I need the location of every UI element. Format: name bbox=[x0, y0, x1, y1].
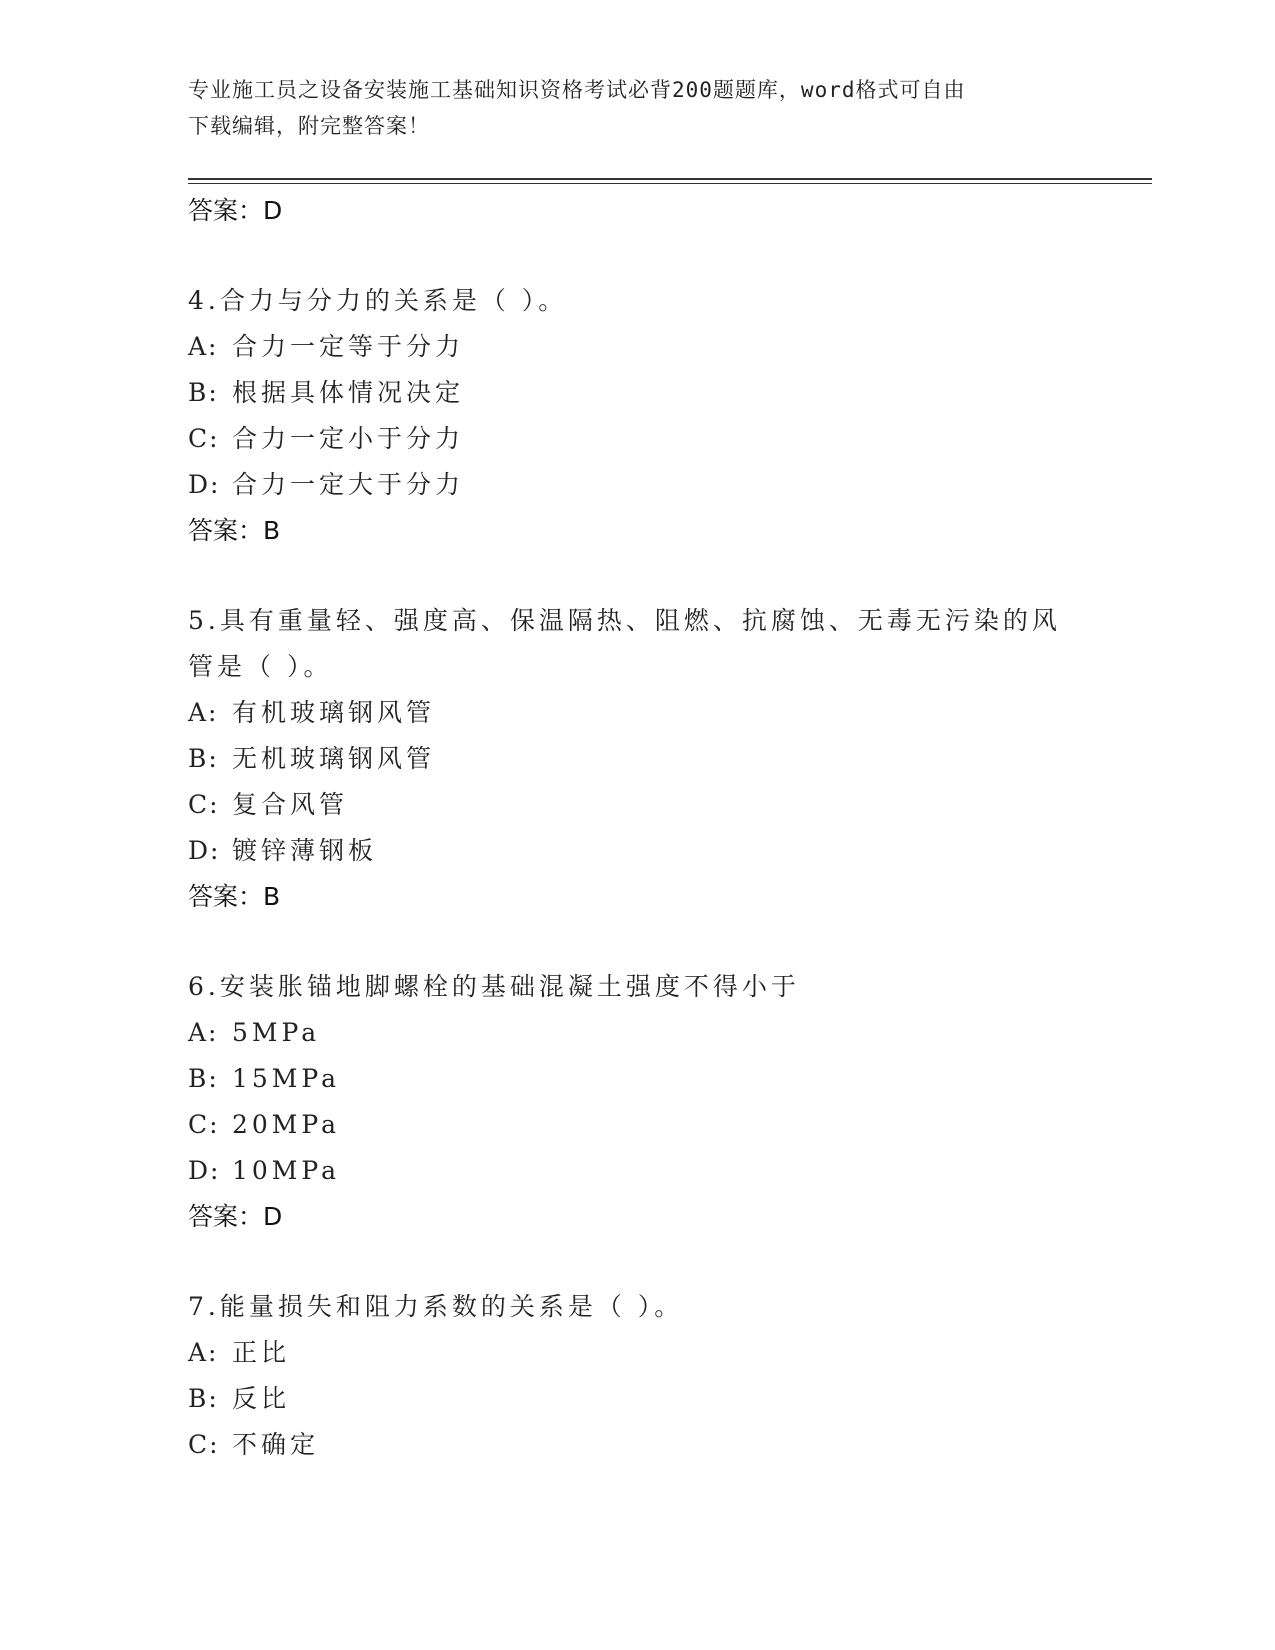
header-line-1: 专业施工员之设备安装施工基础知识资格考试必背200题题库，word格式可自由 bbox=[188, 78, 966, 102]
option-label: D: bbox=[188, 836, 221, 865]
question-stem-continued: 管是（ ）。 bbox=[188, 652, 333, 681]
option-text: 20MPa bbox=[232, 1110, 341, 1139]
question-stem: 4.合力与分力的关系是（ ）。 bbox=[188, 286, 568, 315]
option-label: A: bbox=[188, 1338, 219, 1367]
option-d bbox=[188, 462, 1088, 508]
option-a bbox=[188, 1010, 1088, 1056]
option-c bbox=[188, 1102, 1088, 1148]
question-block bbox=[188, 598, 1088, 920]
option-label: B: bbox=[188, 378, 219, 407]
option-text: 无机玻璃钢风管 bbox=[232, 744, 436, 773]
option-label: A: bbox=[188, 698, 219, 727]
option-text: 正比 bbox=[232, 1338, 291, 1367]
option-text: 合力一定大于分力 bbox=[232, 470, 465, 499]
option-b bbox=[188, 370, 1088, 416]
option-c bbox=[188, 1422, 1088, 1468]
option-label: C: bbox=[188, 424, 220, 453]
option-d bbox=[188, 828, 1088, 874]
option-b bbox=[188, 736, 1088, 782]
header-divider-thick bbox=[188, 178, 1152, 180]
option-label: C: bbox=[188, 790, 220, 819]
option-label: B: bbox=[188, 1384, 219, 1413]
option-text: 反比 bbox=[232, 1384, 291, 1413]
document-header bbox=[188, 72, 1068, 144]
option-text: 合力一定等于分力 bbox=[232, 332, 465, 361]
question-stem: 6.安装胀锚地脚螺栓的基础混凝土强度不得小于 bbox=[188, 972, 800, 1001]
answer-line: 答案：B bbox=[188, 882, 281, 911]
answer-previous: 答案：D bbox=[188, 196, 283, 225]
option-text: 镀锌薄钢板 bbox=[232, 836, 378, 865]
header-divider-thin bbox=[188, 183, 1152, 184]
option-label: C: bbox=[188, 1110, 220, 1139]
option-a bbox=[188, 1330, 1088, 1376]
header-line-2: 下载编辑，附完整答案！ bbox=[188, 114, 430, 138]
question-stem: 5.具有重量轻、强度高、保温隔热、阻燃、抗腐蚀、无毒无污染的风 bbox=[188, 606, 1061, 635]
option-a bbox=[188, 324, 1088, 370]
option-label: B: bbox=[188, 744, 219, 773]
question-list bbox=[188, 188, 1088, 1468]
option-label: A: bbox=[188, 332, 219, 361]
option-b bbox=[188, 1056, 1088, 1102]
option-text: 复合风管 bbox=[232, 790, 349, 819]
question-block bbox=[188, 964, 1088, 1240]
option-text: 有机玻璃钢风管 bbox=[232, 698, 436, 727]
option-label: B: bbox=[188, 1064, 219, 1093]
option-label: D: bbox=[188, 1156, 221, 1185]
option-text: 5MPa bbox=[232, 1018, 321, 1047]
option-text: 根据具体情况决定 bbox=[232, 378, 465, 407]
option-text: 不确定 bbox=[232, 1430, 320, 1459]
option-label: C: bbox=[188, 1430, 220, 1459]
answer-line: 答案：D bbox=[188, 1202, 283, 1231]
question-stem: 7.能量损失和阻力系数的关系是（ ）。 bbox=[188, 1292, 684, 1321]
option-a bbox=[188, 690, 1088, 736]
question-block bbox=[188, 278, 1088, 554]
option-label: D: bbox=[188, 470, 221, 499]
option-label: A: bbox=[188, 1018, 219, 1047]
option-c bbox=[188, 782, 1088, 828]
option-text: 10MPa bbox=[232, 1156, 341, 1185]
option-d bbox=[188, 1148, 1088, 1194]
option-text: 15MPa bbox=[232, 1064, 341, 1093]
option-c bbox=[188, 416, 1088, 462]
option-text: 合力一定小于分力 bbox=[232, 424, 465, 453]
question-block bbox=[188, 1284, 1088, 1468]
answer-line: 答案：B bbox=[188, 516, 281, 545]
option-b bbox=[188, 1376, 1088, 1422]
